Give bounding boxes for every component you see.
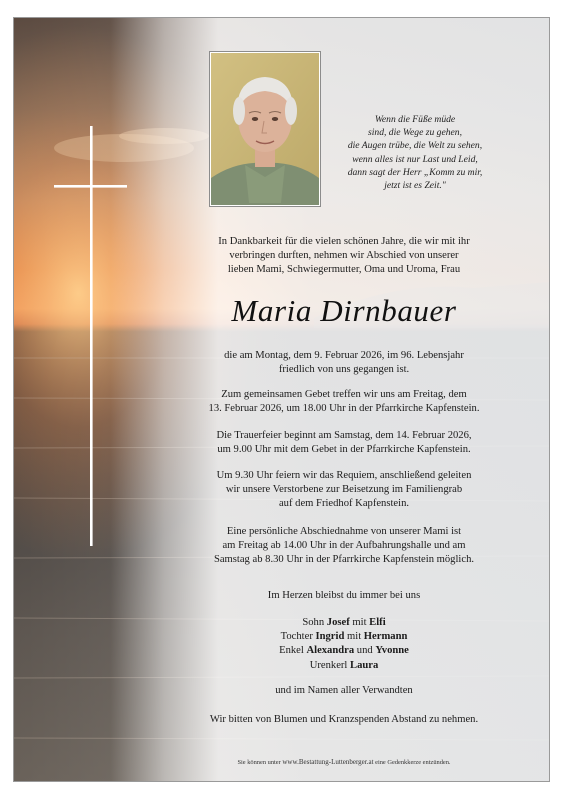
requiem-line: auf dem Friedhof Kapfenstein. — [278, 498, 410, 510]
prayer-line: Zum gemeinsamen Gebet treffen wir uns am Freitag, dem — [221, 389, 467, 400]
intro-line: verbringen durften, nehmen wir Abschied von unserer — [229, 250, 459, 262]
flowers-text: Wir bitten von Blumen und Kranzspenden Abstand zu nehmen. — [209, 714, 479, 725]
requiem-line: wir unsere Verstorbene zur Beisetzung im Familiengrab — [225, 484, 463, 496]
requiem-line: Um 9.30 Uhr feiern wir das Requiem, anschließend geleiten — [216, 470, 472, 481]
death-notice-line: die am Montag, dem 9. Februar 2026, im 96. Lebensjahr — [224, 350, 464, 361]
funeral-line: um 9.00 Uhr mit dem Gebet in der Pfarrkirche Kapfenstein. — [217, 444, 471, 456]
relation-label: Sohn — [302, 617, 327, 628]
prayer-info — [164, 388, 524, 416]
intro-text — [164, 235, 524, 278]
member-name: Josef — [326, 617, 350, 628]
family-member — [164, 616, 524, 630]
footer-text: Sie können unter — [237, 759, 283, 766]
poem-line: sind, die Wege zu gehen, — [368, 127, 462, 139]
poem-line: Wenn die Füße müde — [374, 114, 456, 125]
poem-verse — [330, 113, 500, 192]
relation-label: Urenkerl — [309, 659, 351, 671]
flowers-request — [164, 713, 524, 727]
farewell-line: Eine persönliche Abschiednahme von unserer Mami ist — [226, 526, 462, 537]
death-notice-line: friedlich von uns gegangen ist. — [278, 364, 410, 376]
funeral-info — [164, 429, 524, 457]
member-name: Laura — [350, 659, 379, 671]
in-heart-text: Im Herzen bleibst du immer bei uns — [267, 590, 421, 601]
intro-line: lieben Mami, Schwiegermutter, Oma und Uroma, Frau — [227, 264, 461, 276]
requiem-info — [164, 469, 524, 512]
footer-text: eine Gedenkkerze entzünden. — [373, 759, 451, 766]
footer-candle-note — [164, 758, 524, 767]
family-list — [164, 616, 524, 673]
poem-line: wenn alles ist nur Last und Leid, — [352, 153, 478, 165]
family-member — [164, 630, 524, 644]
connector: mit — [349, 617, 370, 628]
relation-label: Enkel — [279, 645, 307, 657]
obituary-card — [13, 17, 550, 782]
deceased-name: Maria Dirnbauer — [231, 293, 457, 328]
death-notice — [164, 349, 524, 377]
portrait-photo — [210, 52, 320, 206]
poem-line: dann sagt der Herr „Komm zu mir, — [347, 166, 483, 178]
member-name: Hermann — [363, 631, 408, 643]
farewell-info — [164, 525, 524, 568]
relatives-text: und im Namen aller Verwandten — [275, 685, 413, 696]
family-member — [164, 659, 524, 673]
funeral-line: Die Trauerfeier beginnt am Samstag, dem 14. Februar 2026, — [216, 430, 472, 441]
relatives-line — [164, 684, 524, 698]
poem-line: jetzt ist es Zeit." — [384, 180, 446, 192]
cross-icon — [54, 126, 134, 546]
member-name: Ingrid — [315, 631, 345, 643]
family-member — [164, 644, 524, 658]
poem-line: die Augen trübe, die Welt zu sehen, — [347, 140, 483, 152]
prayer-line: 13. Februar 2026, um 18.00 Uhr in der Pfarrkirche Kapfenstein. — [208, 403, 480, 415]
member-name: Alexandra — [306, 645, 355, 657]
member-name: Elfi — [369, 617, 386, 628]
relation-label: Tochter — [280, 631, 316, 643]
footer-website-link[interactable]: www.Bestattung-Luttenberger.at — [282, 758, 374, 766]
intro-line: In Dankbarkeit für die vielen schönen Jahre, die wir mit ihr — [218, 236, 470, 247]
connector: mit — [344, 631, 364, 643]
connector: und — [354, 645, 376, 657]
farewell-line: Samstag ab 8.30 Uhr in der Pfarrkirche Kapfenstein möglich. — [213, 554, 475, 566]
member-name: Yvonne — [375, 645, 409, 657]
in-heart-line — [164, 589, 524, 603]
farewell-line: am Freitag ab 14.00 Uhr in der Aufbahrungshalle und am — [222, 540, 466, 552]
